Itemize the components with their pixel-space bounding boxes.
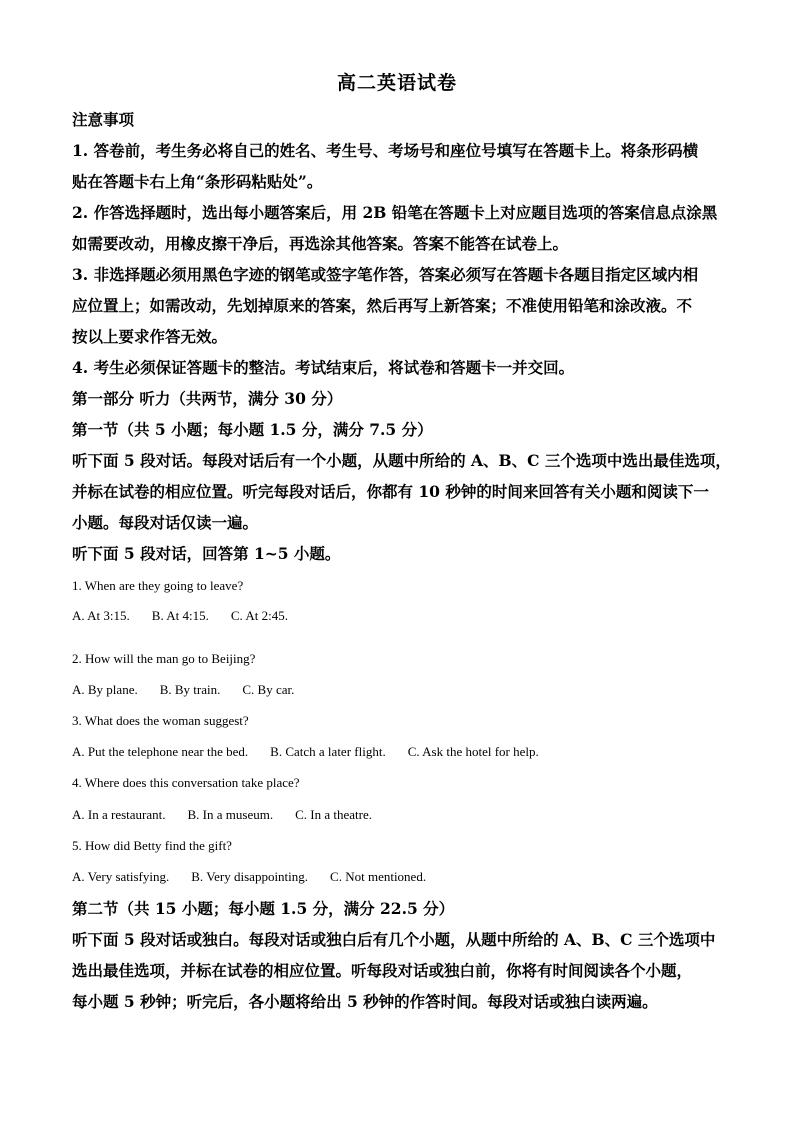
page-title: 高二英语试卷 xyxy=(336,72,457,94)
notice-line: 应位置上；如需改动，先划掉原来的答案，然后再写上新答案；不准使用铅笔和涂改液。不 xyxy=(72,296,693,315)
notice-line: 1. 答卷前，考生务必将自己的姓名、考生号、考场号和座位号填写在答题卡上。将条形码横 xyxy=(72,141,699,160)
notice-line: 2. 作答选择题时，选出每小题答案后，用 2B 铅笔在答题卡上对应题目选项的答案信息点涂黑 xyxy=(72,203,718,222)
notice-line: 3. 非选择题必须用黑色字迹的钢笔或签字笔作答，答案必须写在答题卡各题目指定区域内相 xyxy=(72,265,699,284)
option-a: A. By plane. xyxy=(72,682,138,697)
section1-instruction: 听下面 5 段对话。每段对话后有一个小题，从题中所给的 A、B、C 三个选项中选出最佳选项， xyxy=(72,451,731,470)
question-2: 2. How will the man go to Beijing? xyxy=(72,651,256,666)
option-b: B. By train. xyxy=(159,682,221,697)
option-c: C. At 2:45. xyxy=(230,608,288,623)
option-c: C. By car. xyxy=(242,682,295,697)
question-4: 4. Where does this conversation take place? xyxy=(72,775,300,790)
notice-line: 4. 考生必须保证答题卡的整洁。考试结束后，将试卷和答题卡一并交回。 xyxy=(72,358,575,377)
question-4-options xyxy=(72,805,394,825)
option-a: A. Very satisfying. xyxy=(72,869,170,884)
option-b: B. At 4:15. xyxy=(151,608,209,623)
part1-heading: 第一部分 听力（共两节，满分 30 分） xyxy=(72,389,343,408)
question-3-options xyxy=(72,742,561,762)
question-1-options xyxy=(72,606,310,626)
notice-line: 按以上要求作答无效。 xyxy=(72,327,228,346)
notice-line: 如需要改动，用橡皮擦干净后，再选涂其他答案。答案不能答在试卷上。 xyxy=(72,234,569,253)
option-b: B. Catch a later flight. xyxy=(270,744,386,759)
option-c: C. Not mentioned. xyxy=(330,869,427,884)
section2-heading: 第二节（共 15 小题；每小题 1.5 分，满分 22.5 分） xyxy=(72,899,455,918)
option-a: A. Put the telephone near the bed. xyxy=(72,744,249,759)
option-c: C. Ask the hotel for help. xyxy=(407,744,539,759)
question-2-options xyxy=(72,680,316,700)
section1-prompt: 听下面 5 段对话，回答第 1~5 小题。 xyxy=(72,544,341,563)
notice-line: 贴在答题卡右上角“条形码粘贴处”。 xyxy=(72,172,323,191)
option-b: B. In a museum. xyxy=(187,807,274,822)
option-a: A. In a restaurant. xyxy=(72,807,166,822)
section2-instruction: 选出最佳选项，并标在试卷的相应位置。听每段对话或独白前，你将有时间阅读各个小题， xyxy=(72,961,693,980)
section2-instruction: 听下面 5 段对话或独白。每段对话或独白后有几个小题，从题中所给的 A、B、C 三个选项中 xyxy=(72,930,716,949)
question-1: 1. When are they going to leave? xyxy=(72,578,244,593)
option-a: A. At 3:15. xyxy=(72,608,130,623)
section2-instruction: 每小题 5 秒钟；听完后，各小题将给出 5 秒钟的作答时间。每段对话或独白读两遍。 xyxy=(72,992,658,1011)
question-5-options xyxy=(72,867,448,887)
question-3: 3. What does the woman suggest? xyxy=(72,713,249,728)
option-b: B. Very disappointing. xyxy=(191,869,309,884)
section1-instruction: 小题。每段对话仅读一遍。 xyxy=(72,513,259,532)
section1-instruction: 并标在试卷的相应位置。听完每段对话后，你都有 10 秒钟的时间来回答有关小题和阅读下一 xyxy=(72,482,709,501)
question-5: 5. How did Betty find the gift? xyxy=(72,838,232,853)
notice-heading: 注意事项 xyxy=(72,110,135,129)
section1-heading: 第一节（共 5 小题；每小题 1.5 分，满分 7.5 分） xyxy=(72,420,433,439)
option-c: C. In a theatre. xyxy=(295,807,372,822)
